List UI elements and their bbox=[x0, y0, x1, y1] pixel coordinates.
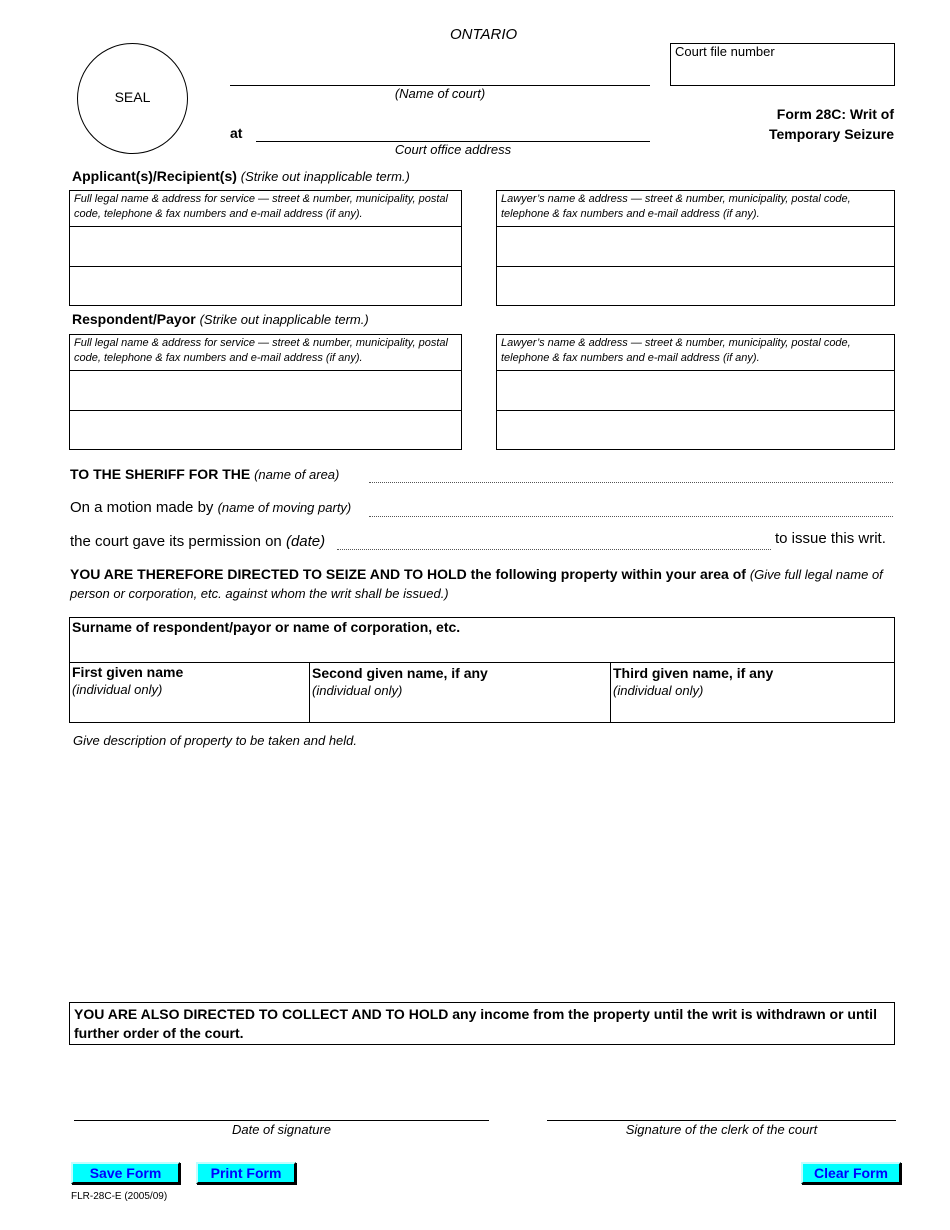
surname-field[interactable] bbox=[70, 618, 894, 662]
seal-label: SEAL bbox=[114, 89, 151, 105]
form-code: FLR-28C-E (2005/09) bbox=[71, 1191, 168, 1202]
date-of-signature-label: Date of signature bbox=[231, 1122, 331, 1137]
permission-suffix: to issue this writ. bbox=[775, 530, 886, 547]
form-title-line2: Temporary Seizure bbox=[768, 126, 894, 142]
first-given-name-label: First given name bbox=[72, 664, 184, 680]
respondent-heading-note: (Strike out inapplicable term.) bbox=[199, 312, 369, 327]
name-of-court-field[interactable] bbox=[230, 60, 650, 84]
clerk-signature-line bbox=[547, 1120, 896, 1121]
second-given-name-note: (individual only) bbox=[312, 683, 403, 698]
respondent-lawyer-field-2[interactable] bbox=[497, 410, 894, 450]
third-given-name-label: Third given name, if any bbox=[613, 665, 774, 681]
second-given-name-field[interactable] bbox=[309, 662, 610, 723]
also-directed-box: YOU ARE ALSO DIRECTED TO COLLECT AND TO HOLD any income from the property until the writ is withdrawn or until further order of the court. bbox=[69, 1002, 895, 1045]
clear-form-button[interactable]: Clear Form bbox=[801, 1162, 901, 1184]
surname-label: Surname of respondent/payor or name of corporation, etc. bbox=[72, 619, 461, 635]
motion-hint: (name of moving party) bbox=[217, 500, 352, 515]
sheriff-label: TO THE SHERIFF FOR THE bbox=[70, 466, 251, 482]
names-table bbox=[69, 617, 895, 723]
applicant-lawyer-box bbox=[496, 190, 895, 306]
court-office-address-field[interactable] bbox=[256, 118, 650, 140]
motion-row bbox=[70, 499, 351, 516]
sheriff-row bbox=[70, 466, 339, 482]
first-given-name-field[interactable] bbox=[70, 662, 309, 723]
respondent-party-field-1[interactable] bbox=[70, 370, 461, 410]
applicant-lawyer-field-2[interactable] bbox=[497, 266, 894, 306]
applicant-party-field-2[interactable] bbox=[70, 266, 461, 306]
sheriff-area-field[interactable] bbox=[369, 482, 893, 483]
form-title-line1: Form 28C: Writ of bbox=[776, 106, 894, 122]
applicant-party-hint: Full legal name & address for service — street & number, municipality, postal code, telephone & fax numbers and e-mail address (if any). bbox=[74, 193, 448, 220]
property-description-hint: Give description of property to be taken and held. bbox=[73, 733, 358, 748]
applicant-party-box bbox=[69, 190, 462, 306]
clerk-signature-field[interactable] bbox=[547, 1095, 896, 1119]
seize-directive bbox=[70, 565, 900, 603]
date-of-signature-line bbox=[74, 1120, 489, 1121]
applicant-heading-note: (Strike out inapplicable term.) bbox=[240, 169, 410, 184]
respondent-party-box bbox=[69, 334, 462, 450]
applicant-lawyer-hint: Lawyer’s name & address — street & number, municipality, postal code, telephone & fax numbers and e-mail address (if any). bbox=[501, 193, 851, 220]
sheriff-hint: (name of area) bbox=[254, 467, 340, 482]
third-given-name-field[interactable] bbox=[610, 662, 894, 723]
permission-row bbox=[70, 533, 325, 550]
third-given-name-note: (individual only) bbox=[613, 683, 704, 698]
seize-directive-italic: (Give full legal name of person or corporation, etc. against whom the writ shall be issued.) bbox=[70, 567, 883, 601]
date-of-signature-field[interactable] bbox=[74, 1095, 489, 1119]
applicant-heading-text: Applicant(s)/Recipient(s) bbox=[72, 168, 237, 184]
print-form-button[interactable]: Print Form bbox=[196, 1162, 296, 1184]
name-of-court-label: (Name of court) bbox=[394, 86, 486, 101]
permission-hint: (date) bbox=[285, 533, 326, 550]
seize-directive-bold: YOU ARE THEREFORE DIRECTED TO SEIZE AND TO HOLD the following property within your area of bbox=[70, 566, 746, 582]
respondent-heading bbox=[72, 311, 369, 327]
permission-date-field[interactable] bbox=[337, 549, 771, 550]
respondent-lawyer-field-1[interactable] bbox=[497, 370, 894, 410]
court-file-number-label: Court file number bbox=[675, 44, 775, 59]
court-office-address-label: Court office address bbox=[394, 142, 512, 157]
moving-party-field[interactable] bbox=[369, 516, 893, 517]
province-label: ONTARIO bbox=[450, 26, 518, 43]
applicant-lawyer-field-1[interactable] bbox=[497, 226, 894, 266]
form-title bbox=[769, 104, 894, 144]
second-given-name-label: Second given name, if any bbox=[312, 665, 488, 681]
applicant-party-field-1[interactable] bbox=[70, 226, 461, 266]
save-form-button[interactable]: Save Form bbox=[71, 1162, 180, 1184]
respondent-heading-text: Respondent/Payor bbox=[72, 311, 196, 327]
respondent-party-field-2[interactable] bbox=[70, 410, 461, 450]
motion-label: On a motion made by bbox=[70, 499, 214, 516]
respondent-party-hint: Full legal name & address for service — street & number, municipality, postal code, telephone & fax numbers and e-mail address (if any). bbox=[74, 337, 448, 364]
applicant-heading bbox=[72, 168, 410, 184]
respondent-lawyer-hint: Lawyer’s name & address — street & number, municipality, postal code, telephone & fax numbers and e-mail address (if any). bbox=[501, 337, 851, 364]
property-description-field[interactable] bbox=[69, 752, 895, 992]
permission-label: the court gave its permission on bbox=[70, 533, 282, 550]
clerk-signature-label: Signature of the clerk of the court bbox=[625, 1122, 818, 1137]
at-label: at bbox=[230, 125, 243, 141]
respondent-lawyer-box bbox=[496, 334, 895, 450]
first-given-name-note: (individual only) bbox=[72, 682, 163, 697]
